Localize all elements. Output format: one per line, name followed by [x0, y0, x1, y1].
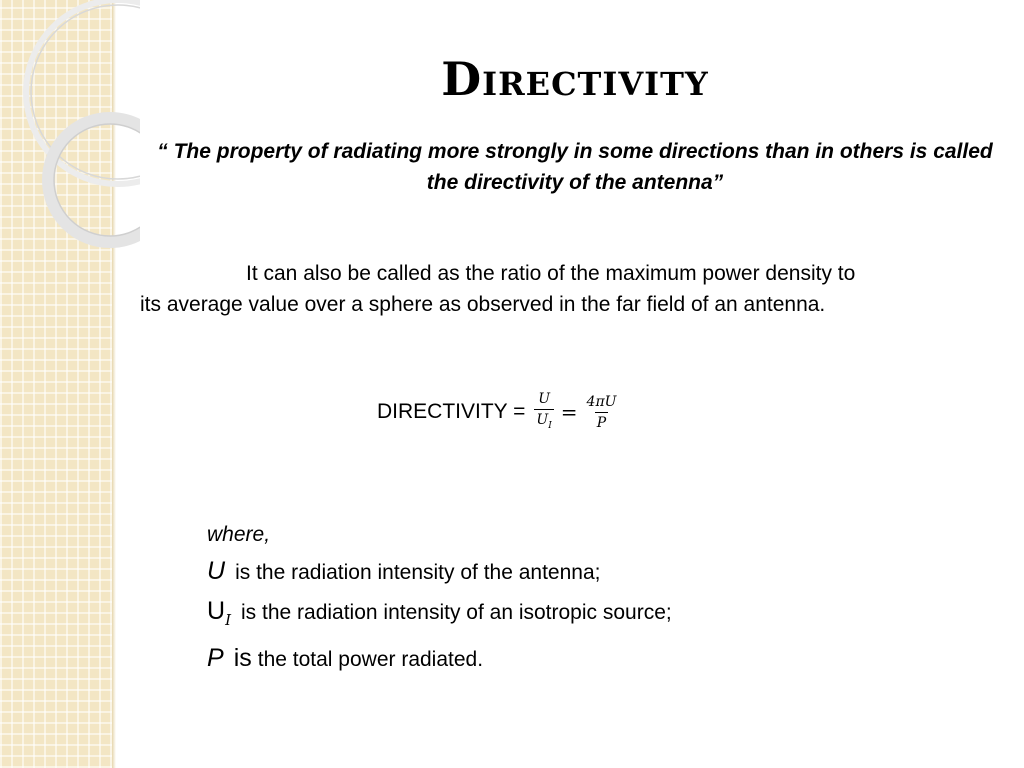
where-word: where [207, 523, 265, 546]
fraction-u-over-ui [534, 391, 553, 434]
directivity-formula [377, 388, 621, 436]
definition-row-ui [207, 592, 907, 639]
decorative-ring-large [26, 0, 140, 184]
symbol-u: U [207, 557, 226, 585]
explanation-paragraph [140, 258, 1000, 320]
fraction-1-denominator [534, 409, 553, 434]
where-comma: , [264, 523, 271, 546]
definition-is-word: is [233, 644, 252, 672]
definition-text-ui: is the radiation intensity of an isotropic source; [241, 601, 672, 624]
fraction-1-denominator-subscript: I [548, 420, 552, 431]
paragraph-line-2: its average value over a sphere as observed in the far field of an antenna. [140, 293, 826, 316]
symbol-ui-subscript: I [225, 611, 231, 629]
definition-text-p: the total power radiated. [257, 648, 484, 671]
definition-row-p [207, 639, 907, 679]
fraction-2-denominator: P [595, 412, 608, 431]
fraction-1-denominator-symbol: U [536, 411, 549, 428]
definition-row-u [207, 552, 907, 592]
fraction-2-numerator: 4πU [586, 393, 617, 410]
where-label [207, 518, 907, 552]
fraction-4piu-over-p [585, 394, 619, 431]
fraction-1-numerator: U [538, 390, 550, 407]
formula-label: DIRECTIVITY = [377, 400, 526, 423]
definition-text-u: is the radiation intensity of the antenna; [235, 561, 601, 584]
equals-sign: = [560, 400, 578, 424]
symbol-ui-base: U [207, 597, 226, 625]
variable-definitions [207, 518, 907, 679]
symbol-p: P [207, 644, 224, 672]
decorative-rings [0, 0, 140, 300]
paragraph-line-1: It can also be called as the ratio of the maximum power density to [246, 262, 856, 285]
slide-title: Directivity [441, 52, 709, 106]
definition-quote: “ The property of radiating more strongly in some directions than in others is called the directivity of the antenna” [157, 140, 993, 194]
symbol-ui [207, 592, 231, 639]
